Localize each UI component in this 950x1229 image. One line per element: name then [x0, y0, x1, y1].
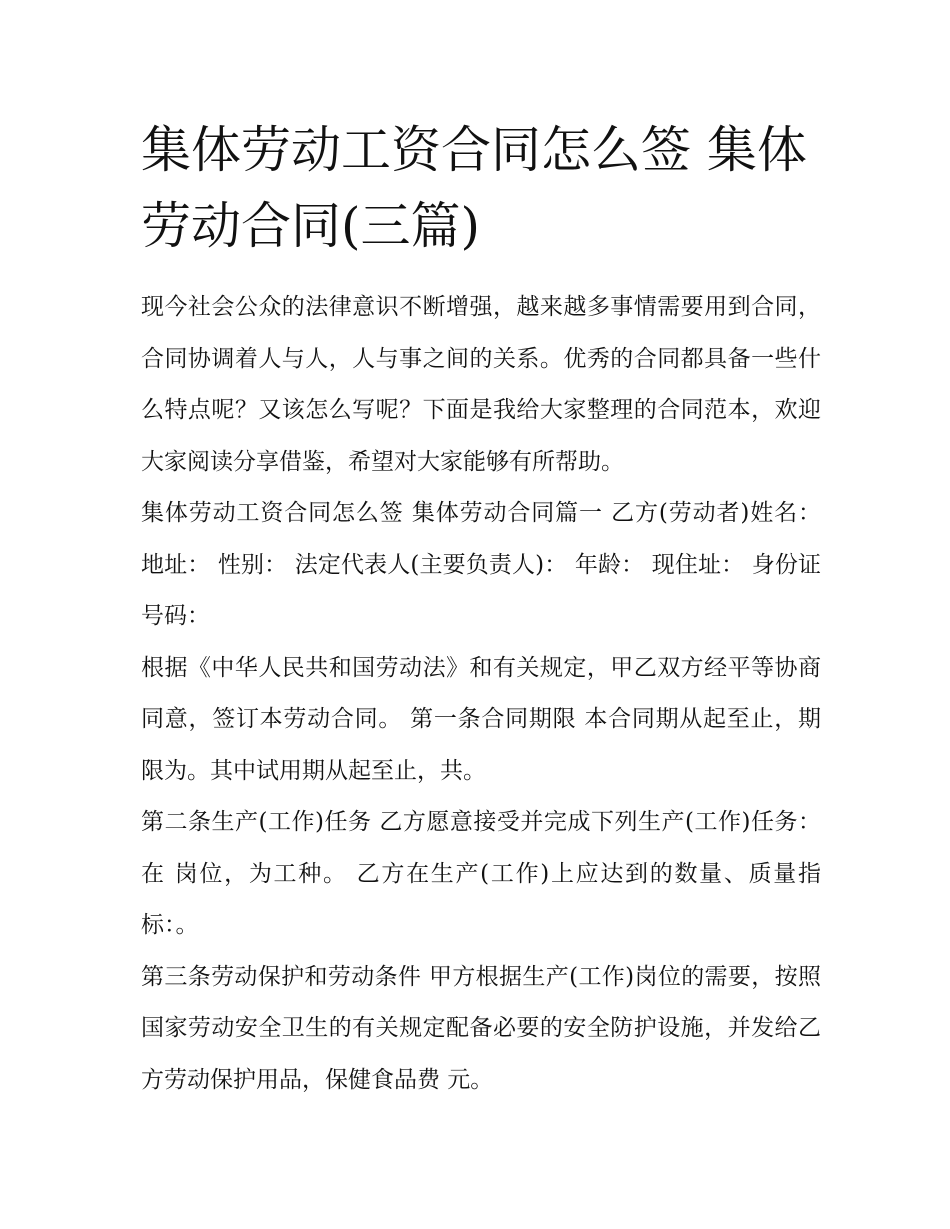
article-1-paragraph: 根据《中华人民共和国劳动法》和有关规定，甲乙双方经平等协商同意，签订本劳动合同。 第一条合同期限 本合同期从起至止，期限为。其中试用期从起至止，共。: [141, 654, 821, 784]
contract-header-paragraph: 集体劳动工资合同怎么签 集体劳动合同篇一 乙方(劳动者)姓名： 地址： 性别： 法定代表人(主要负责人)： 年龄： 现住址： 身份证号码：: [141, 500, 821, 629]
intro-paragraph: 现今社会公众的法律意识不断增强，越来越多事情需要用到合同，合同协调着人与人，人与事之间的关系。优秀的合同都具备一些什么特点呢？又该怎么写呢？下面是我给大家整理的合同范本，欢迎大家阅读分享借鉴，希望对大家能够有所帮助。: [141, 294, 821, 475]
article-3-paragraph: 第三条劳动保护和劳动条件 甲方根据生产(工作)岗位的需要，按照国家劳动安全卫生的有关规定配备必要的安全防护设施，并发给乙方劳动保护用品，保健食品费 元。: [141, 963, 821, 1093]
article-2-paragraph: 第二条生产(工作)任务 乙方愿意接受并完成下列生产(工作)任务： 在 岗位，为工种。 乙方在生产(工作)上应达到的数量、质量指标：。: [141, 809, 821, 938]
document-page: [141, 112, 821, 1106]
document-title: 集体劳动工资合同怎么签 集体劳动合同(三篇): [141, 121, 807, 255]
